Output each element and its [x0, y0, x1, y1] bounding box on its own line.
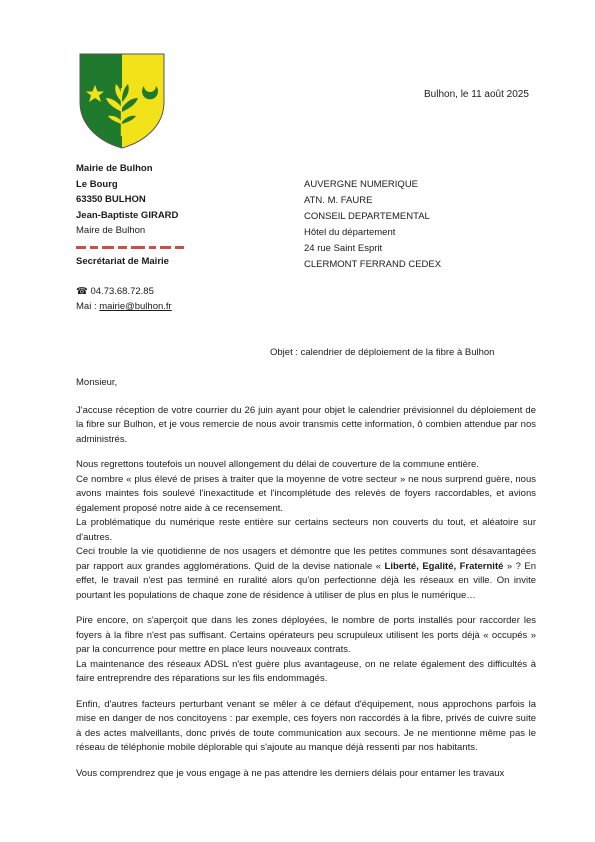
- paragraph-adsl: La maintenance des réseaux ADSL n'est guère plus avantageuse, on ne relate également des difficultés à faire entreprendre des réparations sur les fils endommagés.: [76, 658, 536, 684]
- sender-street: Le Bourg: [76, 178, 118, 190]
- secretariat-label: Secrétariat de Mairie: [76, 256, 169, 267]
- paragraph-closing: Vous comprendrez que je vous engage à ne pas attendre les derniers délais pour entamer les travaux: [76, 767, 505, 779]
- paragraph-acknowledgement: J'accuse réception de votre courrier du 26 juin ayant pour objet le calendrier prévisionnel du déploiement de la fibre sur Bulhon, et je vous remercie de nous avoir transmis cette information, ô combien attendue par nos administrés.: [76, 404, 536, 445]
- paragraph-prises: Ce nombre « plus élevé de prises à traiter que la moyenne de votre secteur » ne nous surprend guère, nous avons maintes fois soulevé l'inexactitude et l'incomplétude des relevés de foyers raccordables, et avions également proposé notre aide à ce recensement.: [76, 473, 536, 514]
- paragraph-danger: Enfin, d'autres facteurs perturbant venant se mêler à ce défaut d'équipement, nous approchons parfois la mise en danger de nos concitoyens : par exemple, ces foyers non raccordés à la fibre, privés de cuivre suite à des actes malveillants, donc privés de toute communication aux secours. Je ne mentionne même pas le réseau de téléphonie mobile déplorable qui s'ajoute au manque déjà ressenti par nos habitants.: [76, 698, 536, 753]
- devise-text-end: » ? En effet, le travail n'est pas terminé en ruralité alors qu'on perfectionne déjà les réseaux en ville. On invite pourtant les populations de chaque zone de résidence à utiliser de plus en plus le numérique…: [76, 560, 536, 601]
- sender-city: 63350 BULHON: [76, 194, 146, 205]
- recipient-street: 24 rue Saint Esprit: [304, 243, 383, 254]
- letter-body: [76, 376, 536, 781]
- contact-block: [76, 284, 172, 314]
- sender-organization: Mairie de Bulhon: [76, 163, 153, 174]
- recipient-organization: AUVERGNE NUMERIQUE: [304, 179, 419, 190]
- paragraph-problematique: La problématique du numérique reste entière sur certains secteurs non couverts du tout, et aléatoire sur d'autres.: [76, 517, 536, 543]
- phone-number: 04.73.68.72.85: [90, 286, 154, 297]
- salutation: Monsieur,: [76, 377, 118, 388]
- paragraph-devise: [76, 545, 536, 603]
- letter-subject: Objet : calendrier de déploiement de la fibre à Bulhon: [270, 347, 495, 358]
- mail-label: Mai :: [76, 301, 100, 312]
- crest-right-half: [122, 52, 166, 150]
- sender-block: [76, 161, 178, 239]
- sender-title: Maire de Bulhon: [76, 225, 146, 236]
- sender-name: Jean-Baptiste GIRARD: [76, 209, 179, 221]
- devise-text-start: Ceci trouble la vie quotidienne de nos usagers et démontre que les petites communes sont désavantagées par rapport aux grandes agglomérations. Quid de la devise nationale «: [76, 546, 536, 572]
- recipient-block: [304, 177, 441, 273]
- mail-line: [76, 299, 172, 314]
- recipient-attention: ATN. M. FAURE: [304, 195, 373, 206]
- recipient-building: Hôtel du département: [304, 227, 396, 238]
- phone-line: [76, 284, 172, 299]
- municipal-crest-logo: [78, 52, 166, 150]
- paragraph-ports: Pire encore, on s'aperçoit que dans les zones déployées, le nombre de ports installés pour raccorder les foyers à la fibre n'est pas suffisant. Certains opérateurs peu scrupuleux utilisent les ports déjà « occupés » par la concurrence pour mettre en place leurs nouveaux contrats.: [76, 615, 536, 655]
- recipient-city: CLERMONT FERRAND CEDEX: [304, 259, 442, 270]
- letter-date: Bulhon, le 11 août 2025: [424, 89, 529, 100]
- decorative-divider: [76, 236, 194, 239]
- paragraph-regret: Nous regrettons toutefois un nouvel allongement du délai de couverture de la commune entière.: [76, 459, 479, 470]
- phone-icon: ☎: [76, 286, 88, 297]
- devise-bold: Liberté, Egalité, Fraternité: [384, 560, 504, 572]
- mail-link[interactable]: mairie@bulhon.fr: [99, 301, 172, 312]
- recipient-department: CONSEIL DEPARTEMENTAL: [304, 211, 430, 222]
